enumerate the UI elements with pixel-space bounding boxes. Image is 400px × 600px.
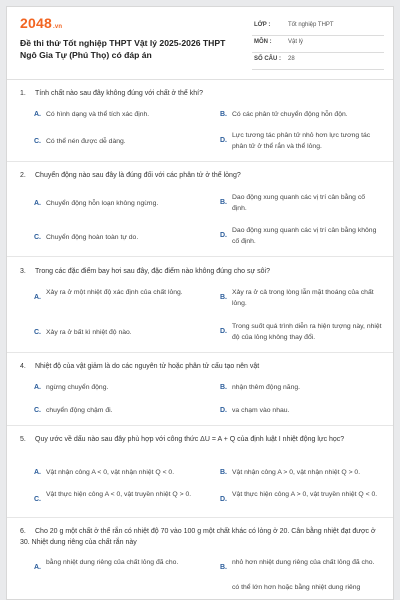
meta-value: Vật lý bbox=[288, 39, 304, 45]
question-stem: 5. Quy ước về dấu nào sau đây phù hợp với công thức ΔU = A + Q của định luật I nhiệt động lực học? bbox=[20, 436, 345, 443]
question-divider bbox=[7, 425, 394, 426]
meta-row-subject bbox=[252, 36, 384, 53]
meta-value: 28 bbox=[288, 56, 295, 62]
site-logo[interactable] bbox=[20, 15, 62, 31]
logo-suffix: .vn bbox=[52, 24, 63, 30]
meta-row-count bbox=[252, 53, 384, 70]
document-header bbox=[7, 7, 394, 77]
question-stem: 4. Nhiệt độ của vật giảm là do các nguyên tử hoặc phân tử cấu tạo nên vật bbox=[20, 363, 260, 370]
question-stem: 1. Tính chất nào sau đây không đúng với chất ở thể khí? bbox=[20, 90, 203, 97]
question-divider bbox=[7, 517, 394, 518]
exam-meta bbox=[252, 19, 384, 70]
header-divider bbox=[7, 79, 394, 80]
page-title: Đề thi thử Tốt nghiệp THPT Vật lý 2025-2026 THPT Ngô Gia Tự (Phú Thọ) có đáp án bbox=[20, 38, 226, 60]
meta-label: MÔN : bbox=[254, 39, 272, 45]
meta-label: SỐ CÂU : bbox=[254, 56, 281, 62]
document-page: 2048.vn Đề thi thử Tốt nghiệp THPT Vật lý 2025-2026 THPT Ngô Gia Tự (Phú Thọ) có đáp án LỚP : Tốt nghiệp THPT MÔN : Vật lý SỐ CÂU : 28 1. Tính chất nào sau đây không đúng với chất ở thể khí? A. Có hình dạng và thể tích xác định. B. Có các phân tử chuyển động hỗn độn. C. Có thể nén được dễ dàng. D. Lực tương tác phân tử nhỏ hơn lực tương tác phân tử ở thể rắn và thể lỏng. 2. Chuyển động nào sau đây là đúng đối với các phân tử ở thể lỏng? A. Chuyển động hỗn loạn không ngừng. B. Dao động xung quanh các vị trí cân bằng cố định. C. Chuyển động hoàn toàn tự do. D. Dao động xung quanh các vị trí cân bằng không cố định. 3. Trong các đặc điểm bay hơi sau đây, đặc điểm nào không đúng cho sự sôi? A. Xảy ra ở một nhiệt độ xác định của chất lỏng. B. Xảy ra ở cả trong lòng lẫn mặt thoáng của chất lỏng. C. Xảy ra ở bất kì nhiệt độ nào. D. Trong suốt quá trình diễn ra hiện tượng này, nhiệt độ của lỏng không thay đổi. 4. Nhiệt độ của vật giảm là do các nguyên tử hoặc phân tử cấu tạo nên vật A. ngừng chuyển động. B. nhận thêm động năng. C. chuyển động chậm đi. D. va chạm vào nhau. 5. Quy ước về dấu nào sau đây phù hợp với công thức ΔU = A + Q của định luật I nhiệt động lực học? A. Vật nhận công A < 0, vật nhận nhiệt Q < 0. B. Vật nhận công A > 0, vật nhận nhiệt Q > 0. C. Vật thực hiện công A < 0, vật truyền nhiệt Q > 0. D. Vật thực hiện công A > 0, vật truyền nhiệt Q < 0. 6. Cho 20 g một chất ở thể rắn có nhiệt độ 70 vào 100 g một chất khác có lỏng ở 20. Cân bằng nhiệt đạt được ở 30. Nhiệt dung riêng của chất rắn này A. bằng nhiệt dung riêng của chất lỏng đã cho. B. nhỏ hơn nhiệt dung riêng của chất lỏng đã cho. có thể lớn hơn hoặc bằng nhiệt dung riêng bbox=[6, 6, 394, 600]
question-stem: 3. Trong các đặc điểm bay hơi sau đây, đặc điểm nào không đúng cho sự sôi? bbox=[20, 268, 270, 275]
meta-value: Tốt nghiệp THPT bbox=[288, 22, 334, 28]
logo-text: 2048 bbox=[20, 15, 52, 31]
question-divider bbox=[7, 256, 394, 257]
meta-label: LỚP : bbox=[254, 22, 271, 28]
meta-row-class bbox=[252, 19, 384, 36]
question-stem: 2. Chuyển động nào sau đây là đúng đối với các phân tử ở thể lỏng? bbox=[20, 172, 241, 179]
question-stem: 6. Cho 20 g một chất ở thể rắn có nhiệt độ 70 vào 100 g một chất khác có lỏng ở 20. Cân bằng nhiệt đạt được ở 30. Nhiệt dung riêng của chất rắn này bbox=[20, 528, 376, 546]
question-divider bbox=[7, 161, 394, 162]
question-divider bbox=[7, 352, 394, 353]
